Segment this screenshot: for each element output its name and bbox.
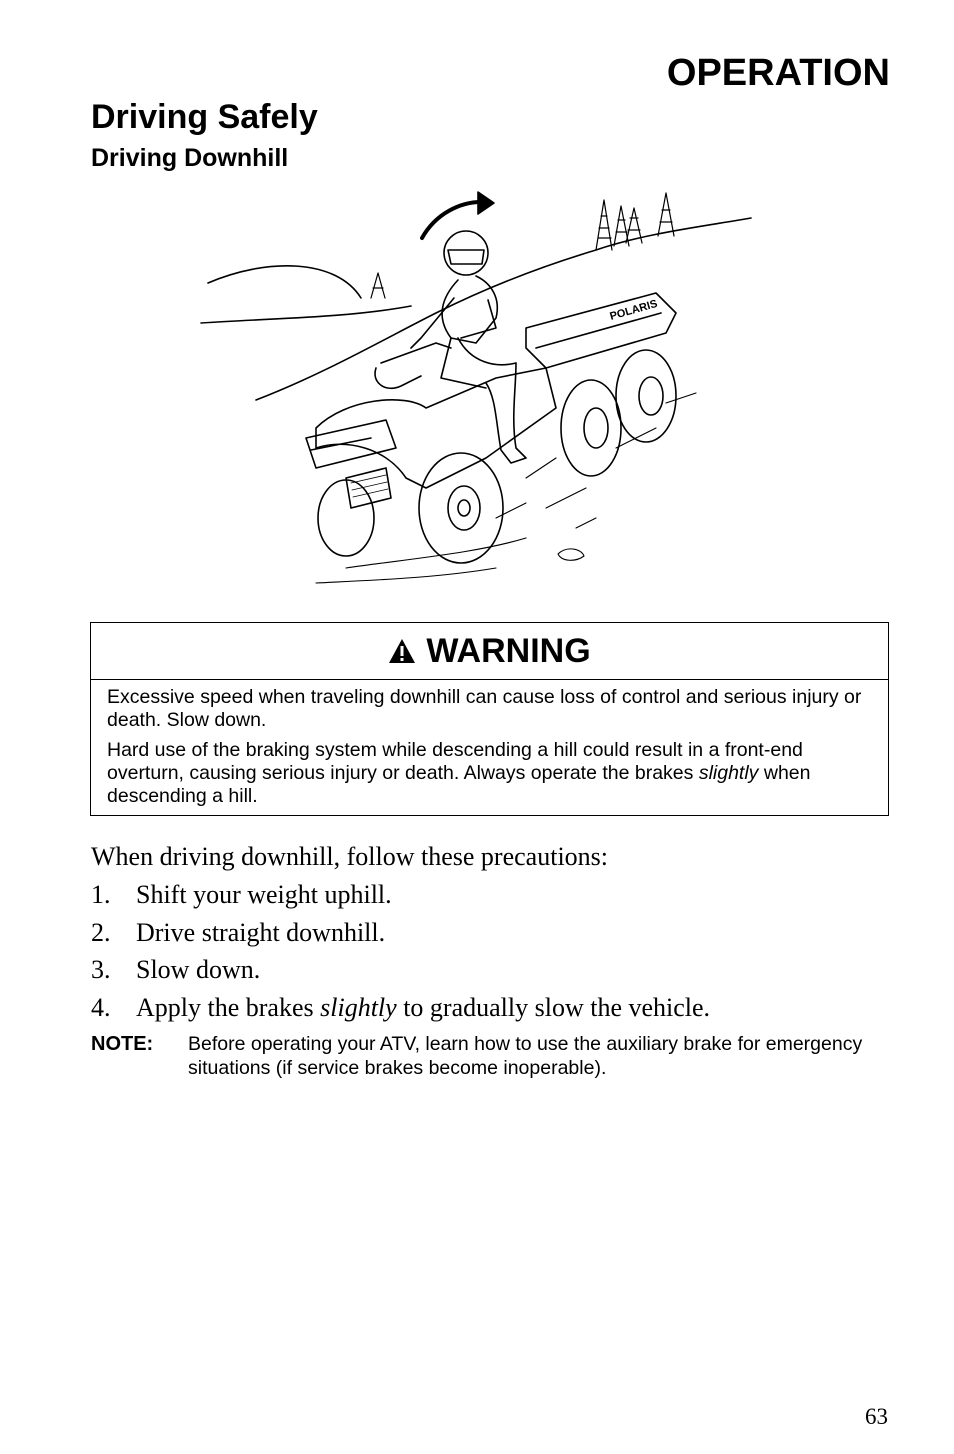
warning-text-end: when descending a hill.	[107, 762, 811, 807]
atv-downhill-illustration	[196, 188, 762, 588]
warning-body	[91, 680, 888, 808]
list-item	[91, 955, 710, 993]
list-item	[91, 918, 710, 956]
note-text: Before operating your ATV, learn how to use the auxiliary brake for emergency situations (if service brakes become inoperable).	[188, 1033, 863, 1079]
step-emphasis: slightly	[320, 992, 397, 1022]
list-item	[91, 880, 710, 918]
warning-title: WARNING	[426, 631, 591, 670]
warning-box	[90, 622, 889, 816]
precautions-list	[91, 880, 710, 1030]
note	[91, 1032, 891, 1080]
list-item	[91, 993, 710, 1031]
page-subheading: Driving Downhill	[91, 144, 289, 172]
brand-text: POLARIS	[608, 297, 659, 323]
section-title: OPERATION	[666, 52, 890, 94]
step-number: 4.	[91, 992, 111, 1022]
warning-triangle-icon	[388, 638, 416, 664]
step-text: Apply the brakes	[136, 992, 321, 1022]
page-heading: Driving Safely	[91, 98, 318, 136]
note-label: NOTE:	[91, 1033, 154, 1055]
warning-header	[91, 623, 888, 680]
step-text: Slow down.	[136, 955, 261, 984]
step-text: Drive straight downhill.	[136, 917, 386, 947]
step-number: 2.	[91, 917, 111, 947]
step-text-end: to gradually slow the vehicle.	[396, 992, 711, 1022]
warning-paragraph-2	[107, 739, 872, 808]
step-number: 3.	[91, 955, 111, 984]
precautions-intro: When driving downhill, follow these precautions:	[91, 842, 609, 871]
warning-paragraph-1: Excessive speed when traveling downhill can cause loss of control and serious injury or death. Slow down.	[107, 686, 862, 731]
step-text: Shift your weight uphill.	[136, 880, 392, 909]
warning-text: Hard use of the braking system while descending a hill could result in a front-end overturn, causing serious injury or death. Always operate the brakes	[107, 739, 803, 784]
warning-emphasis: slightly	[698, 762, 759, 784]
step-number: 1.	[91, 880, 111, 909]
page-number: 63	[865, 1404, 888, 1429]
